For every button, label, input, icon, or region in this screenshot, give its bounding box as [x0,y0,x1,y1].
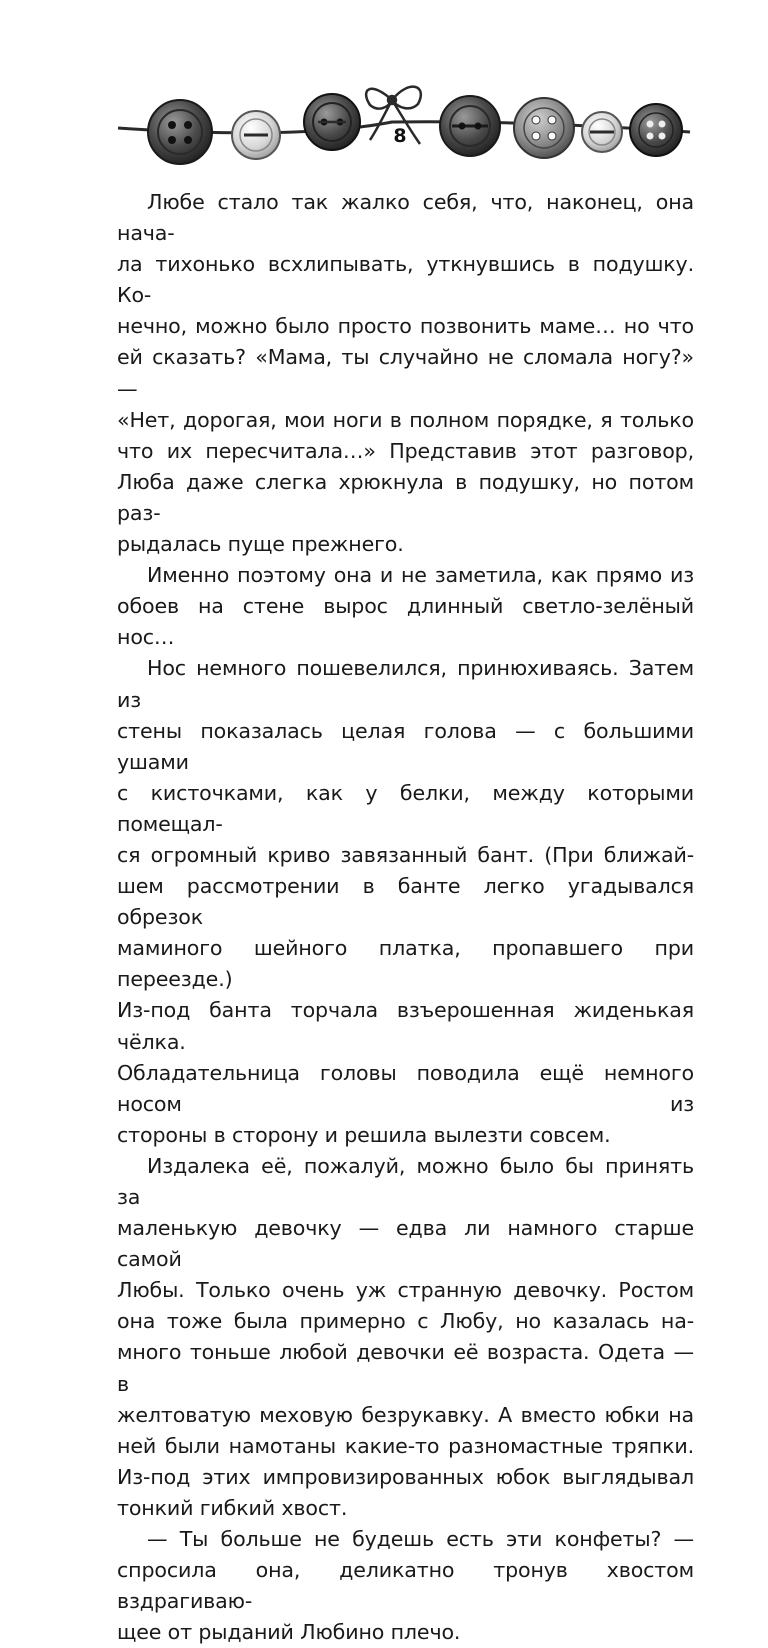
text-line: стороны в сторону и решила вылезти совсем. [117,1122,611,1147]
button-icon-3 [304,94,360,150]
button-icon-7 [630,104,682,156]
paragraph [117,653,694,1151]
text-line: маленькую девочку — едва ли намного старше самой [117,1216,694,1272]
text-line: щее от рыданий Любино плечо. [117,1620,461,1645]
button-icon-5 [514,98,574,158]
text-line: — Ты больше не будешь есть эти конфеты? — [147,1527,694,1552]
text-line: тонкий гибкий хвост. [117,1495,348,1520]
buttons-garland-decoration [0,0,768,180]
text-line: ей сказать? «Мама, ты случайно не сломала ногу?» — [117,345,694,401]
text-line: рыдалась пуще прежнего. [117,532,404,557]
text-line: Любе стало так жалко себя, что, наконец, она нача- [117,190,694,246]
text-line: нечно, можно было просто позвонить маме… но что [117,314,694,339]
text-line: много тоньше любой девочки её возраста. Одета — в [117,1340,694,1396]
text-line: Из-под банта торчала взъерошенная жиденькая чёлка. [117,998,694,1054]
paragraph [117,1524,694,1648]
text-line: «Нет, дорогая, мои ноги в полном порядке, я только [117,407,694,432]
paragraph [117,1151,694,1524]
text-line: Обладательница головы поводила ещё немного носом из [117,1060,694,1116]
text-line: Именно поэтому она и не заметила, как прямо из [147,563,694,588]
text-line: что их пересчитала…» Представив этот разговор, [117,438,694,463]
page-header [0,0,768,180]
text-line: шем рассмотрении в банте легко угадывался обрезок [117,874,694,930]
text-line: она тоже была примерно с Любу, но казалась на- [117,1309,694,1334]
button-icon-1 [148,100,212,164]
button-icon-4 [440,96,500,156]
text-line: стены показалась целая голова — с большими ушами [117,718,694,774]
paragraph [117,187,694,560]
text-line: желтоватую меховую безрукавку. А вместо юбки на [117,1402,694,1427]
text-line: ся огромный криво завязанный бант. (При ближай- [117,842,694,867]
text-line: Люба даже слегка хрюкнула в подушку, но потом раз- [117,469,694,525]
button-icon-6 [582,112,622,152]
text-line: обоев на стене вырос длинный светло-зелёный нос… [117,594,694,650]
text-line: Любы. Только очень уж странную девочку. Ростом [117,1278,694,1303]
text-line: спросила она, деликатно тронув хвостом вздрагиваю- [117,1558,694,1614]
text-line: Нос немного пошевелился, принюхиваясь. Затем из [117,656,694,712]
paragraph [117,560,694,653]
page-number: 8 [393,125,407,147]
text-line: ней были намотаны какие-то разномастные тряпки. [117,1433,694,1458]
text-line: маминого шейного платка, пропавшего при переезде.) [117,936,694,992]
text-line: Издалека её, пожалуй, можно было бы принять за [117,1153,694,1209]
text-line: с кисточками, как у белки, между которыми помещал- [117,780,694,836]
body-text [117,187,694,1648]
text-line: ла тихонько всхлипывать, уткнувшись в подушку. Ко- [117,252,694,308]
text-line: Из-под этих импровизированных юбок выглядывал [117,1464,694,1489]
button-icon-2 [232,111,280,159]
